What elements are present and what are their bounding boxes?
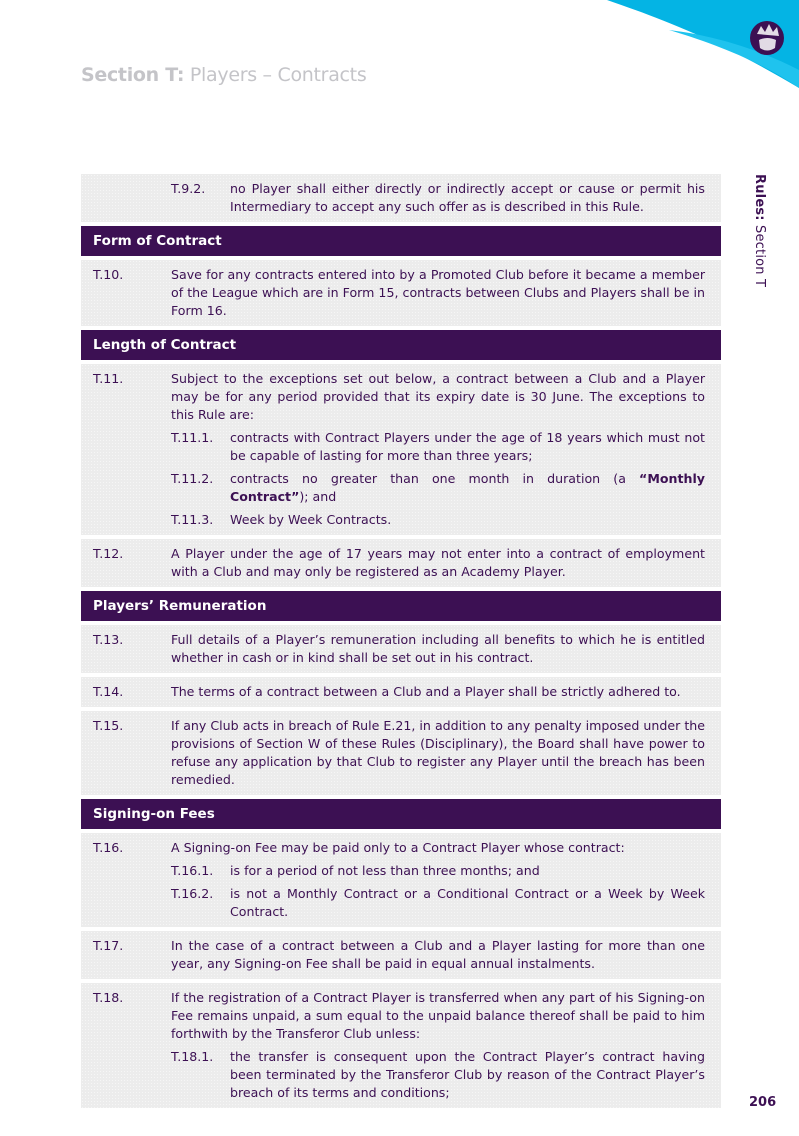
rule-row xyxy=(81,260,721,326)
rule-number: T.12. xyxy=(93,546,124,561)
section-title xyxy=(81,64,366,86)
rule-text: In the case of a contract between a Club and a Player lasting for more than one year, any Signing-on Fee shall be paid in equal annual instalments. xyxy=(171,938,705,971)
rule-row xyxy=(81,174,721,222)
side-label-rest: Section T xyxy=(752,220,767,288)
section-prefix: Section T: xyxy=(81,64,185,86)
sub-rule xyxy=(171,885,705,921)
sub-rule-number: T.11.2. xyxy=(171,471,214,486)
rule-number: T.14. xyxy=(93,684,124,699)
rule-number: T.16. xyxy=(93,840,124,855)
sub-rule xyxy=(171,470,705,506)
sub-rule-text: no Player shall either directly or indirectly accept or cause or permit his Intermediary to accept any such offer as is described in this Rule. xyxy=(230,181,705,214)
rule-number: T.15. xyxy=(93,718,124,733)
rule-number: T.10. xyxy=(93,267,124,282)
section-heading: Form of Contract xyxy=(81,226,721,256)
sub-rule xyxy=(171,511,705,529)
sub-rule-number: T.18.1. xyxy=(171,1049,214,1064)
sub-rule-text: the transfer is consequent upon the Contract Player’s contract having been terminated by the Transferor Club by reason of the Contract Player’s breach of its terms and conditions; xyxy=(230,1049,705,1100)
sub-rule-number: T.16.2. xyxy=(171,886,214,901)
rule-text: Save for any contracts entered into by a Promoted Club before it became a member of the League which are in Form 15, contracts between Clubs and Players shall be in Form 16. xyxy=(171,267,705,318)
rule-number: T.13. xyxy=(93,632,124,647)
sub-rule xyxy=(171,862,705,880)
rule-text: A Player under the age of 17 years may not enter into a contract of employment with a Club and may only be registered as an Academy Player. xyxy=(171,546,705,579)
rule-row xyxy=(81,833,721,927)
rule-text: If any Club acts in breach of Rule E.21, in addition to any penalty imposed under the provisions of Section W of these Rules (Disciplinary), the Board shall have power to refuse any application by that Club to register any Player until the breach has been remedied. xyxy=(171,718,705,787)
side-label xyxy=(752,174,767,287)
sub-rule xyxy=(171,429,705,465)
premier-league-logo xyxy=(750,21,784,55)
sub-rule-text xyxy=(230,470,705,506)
sub-rule-text: is for a period of not less than three months; and xyxy=(230,863,540,878)
section-heading: Signing-on Fees xyxy=(81,799,721,829)
section-heading: Length of Contract xyxy=(81,330,721,360)
sub-rule-number: T.11.3. xyxy=(171,512,214,527)
sub-rule-text: Week by Week Contracts. xyxy=(230,512,392,527)
rule-row xyxy=(81,711,721,795)
sub-rule-number: T.16.1. xyxy=(171,863,214,878)
rule-text: A Signing-on Fee may be paid only to a Contract Player whose contract: xyxy=(171,840,625,855)
sub-rule-text: contracts with Contract Players under the age of 18 years which must not be capable of lasting for more than three years; xyxy=(230,430,705,463)
sub-rule xyxy=(171,180,705,216)
rule-text: Full details of a Player’s remuneration including all benefits to which he is entitled whether in cash or in kind shall be set out in his contract. xyxy=(171,632,705,665)
sub-rule-number: T.11.1. xyxy=(171,430,214,445)
rule-row xyxy=(81,677,721,707)
side-label-bold: Rules: xyxy=(752,174,767,221)
sub-rule-text-a: contracts no greater than one month in duration (a xyxy=(230,471,640,486)
rule-row xyxy=(81,625,721,673)
rule-row xyxy=(81,539,721,587)
rule-number: T.17. xyxy=(93,938,124,953)
rule-text: If the registration of a Contract Player is transferred when any part of his Signing-on Fee remains unpaid, a sum equal to the unpaid balance thereof shall be paid to him forthwith by the Transferor Club unless: xyxy=(171,990,705,1041)
section-name: Players – Contracts xyxy=(184,64,367,86)
rule-row xyxy=(81,364,721,535)
rule-text: Subject to the exceptions set out below, a contract between a Club and a Player may be for any period provided that its expiry date is 30 June. The exceptions to this Rule are: xyxy=(171,371,705,422)
sub-rule-text-b: ); and xyxy=(299,489,337,504)
sub-rule-number: T.9.2. xyxy=(171,181,206,196)
sub-rule-text: is not a Monthly Contract or a Conditional Contract or a Week by Week Contract. xyxy=(230,886,705,919)
section-heading: Players’ Remuneration xyxy=(81,591,721,621)
defined-term: “Monthly Contract” xyxy=(230,471,705,504)
rules-content xyxy=(81,174,721,1112)
rule-text: The terms of a contract between a Club and a Player shall be strictly adhered to. xyxy=(171,684,681,699)
rule-row xyxy=(81,931,721,979)
corner-decoration xyxy=(599,0,799,90)
sub-rule xyxy=(171,1048,705,1102)
rule-number: T.18. xyxy=(93,990,124,1005)
page-number: 206 xyxy=(749,1095,777,1110)
rule-number: T.11. xyxy=(93,371,124,386)
rule-row xyxy=(81,983,721,1108)
